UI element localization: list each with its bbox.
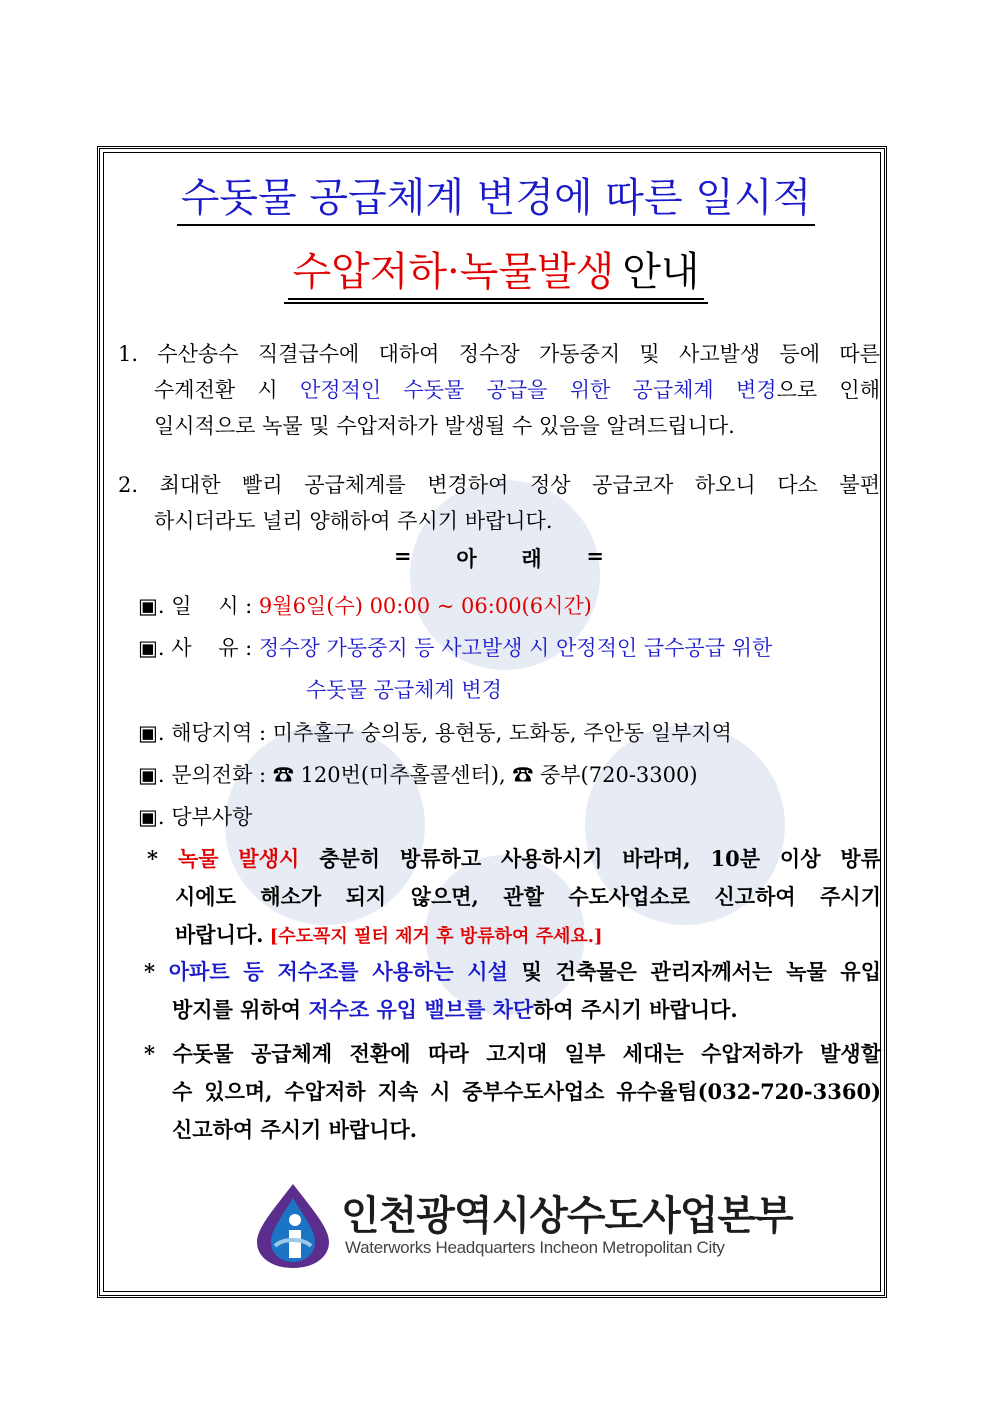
paragraph-2-line-2: 하시더라도 널리 양해하여 주시기 바랍니다. [154,509,553,533]
star-icon: * [144,1041,155,1066]
date-value: 9월6일(수) 00:00 ~ 06:00(6시간) [252,594,592,618]
paragraph-2 [118,467,880,539]
item-date [138,588,592,624]
title-highlight: 수압저하·녹물발생 [288,248,618,300]
bullet-icon: ▣. [138,763,165,787]
star-icon: * [147,846,158,871]
note-1-line-1 [147,840,881,878]
item-label: 일 시 : [171,594,253,618]
note-1-line-3 [147,916,881,956]
bullet-icon: ▣. [138,805,165,829]
title-suffix: 안내 [618,248,703,300]
note-3 [144,1035,881,1149]
paragraph-1-line-2 [118,372,880,408]
highlight-text: 안정적인 수돗물 공급을 위한 공급체계 변경 [300,378,777,402]
note-2-line-1 [144,953,881,991]
item-label: 문의전화 : [171,763,267,787]
star-icon: * [144,959,155,984]
text: 수계전환 시 [154,378,300,402]
text: 으로 인해 [776,378,880,402]
note-2 [144,953,881,1029]
notice-title-line2 [0,248,992,304]
notice-title-line1: 수돗물 공급체계 변경에 따른 일시적 [0,174,992,226]
paragraph-1-line-1: 1. 수산송수 직결급수에 대하여 정수장 가동중지 및 사고발생 등에 따른 [118,342,880,366]
item-area [138,715,732,751]
item-request [138,799,252,835]
item-label: 당부사항 [171,805,253,829]
phone-icon: ☎ [272,763,294,787]
phone-icon: ☎ [512,763,534,787]
item-label: 해당지역 : [171,721,267,745]
reason-value: 정수장 가동중지 등 사고발생 시 안정적인 급수공급 위한 [252,636,773,660]
text: 및 건축물은 관리자께서는 녹물 유입 [507,959,882,984]
highlight-text: 아파트 등 저수조를 사용하는 시설 [168,959,508,984]
text: 충분히 방류하고 사용하시기 바라며, 10분 이상 방류 [299,846,882,871]
item-reason-continued: 수돗물 공급체계 변경 [306,678,502,702]
area-value: 미추홀구 숭의동, 용현동, 도화동, 주안동 일부지역 [266,721,732,745]
text: 방지를 위하여 [172,997,309,1022]
note-2-line-2 [144,991,881,1029]
note-3-line-1 [144,1035,881,1073]
paragraph-2-line-1: 2. 최대한 빨리 공급체계를 변경하여 정상 공급코자 하오니 다소 불편 [118,473,880,497]
note-3-line-2: 수 있으며, 수압저하 지속 시 중부수도사업소 유수율팀(032-720-3360) [172,1079,881,1104]
paragraph-1-line-3: 일시적으로 녹물 및 수압저하가 발생될 수 있음을 알려드립니다. [154,414,735,438]
section-heading-below [394,543,604,573]
note-1 [147,840,881,956]
heading-char: 아 [456,546,477,571]
organization-subtitle: Waterworks Headquarters Incheon Metropolitan City [345,1238,725,1257]
bullet-icon: ▣. [138,594,165,618]
heading-mark: = [394,543,412,568]
heading-mark: = [586,543,604,568]
note-1-line-2: 시에도 해소가 되지 않으면, 관할 수도사업소로 신고하여 주시기 [175,884,881,909]
bullet-icon: ▣. [138,636,165,660]
item-phone [138,757,698,793]
highlight-text: 녹물 발생시 [177,846,300,871]
phone-value: 120번(미추홀콜센터), [293,763,513,787]
organization-name: 인천광역시상수도사업본부 [341,1193,793,1239]
text: 바랍니다. [175,922,264,947]
bullet-icon: ▣. [138,721,165,745]
note-3-line-3: 신고하여 주시기 바랍니다. [172,1117,418,1142]
phone-value: 중부(720-3300) [533,763,698,787]
item-reason [138,630,772,666]
item-label: 사 유 : [171,636,253,660]
waterdrop-logo-icon [253,1180,333,1270]
filter-note: [수도꼭지 필터 제거 후 방류하여 주세요.] [263,926,603,947]
heading-char: 래 [521,546,542,571]
text: 수돗물 공급체계 전환에 따라 고지대 일부 세대는 수압저하가 발생할 [172,1041,881,1066]
paragraph-1 [118,336,880,444]
organization-logo [253,1180,793,1270]
text: 하여 주시기 바랍니다. [533,997,738,1022]
highlight-text: 저수조 유입 밸브를 차단 [308,997,534,1022]
